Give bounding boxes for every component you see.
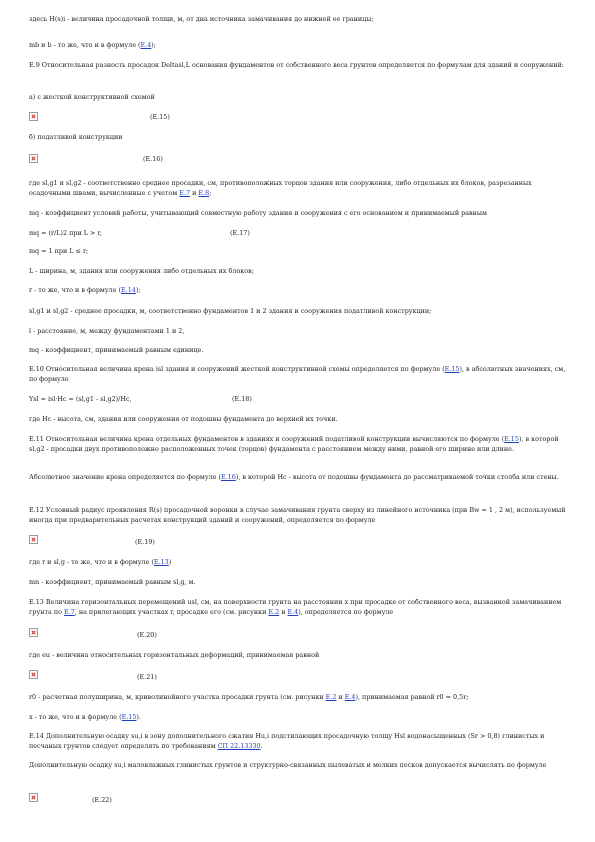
ref-link[interactable]: Е.15 xyxy=(504,435,519,443)
paragraph: l - расстояние, м, между фундаментами 1 и 2, xyxy=(29,327,185,335)
paragraph: Ysl = isl·Hc = (sl,g1 - sl,g2)/Hc, xyxy=(29,395,132,403)
ref-link[interactable]: Е.7 xyxy=(64,608,75,616)
paragraph: Абсолютное значение крена определяется по формуле (Е.16), в которой Hc - высота от подошвы фундамента до рассматриваемой точки столба или стены. xyxy=(29,473,559,481)
paragraph: Е.14 Дополнительную осадку su,i в зону дополнительного сжатия Hu,i подстилающих просадочную толщу Hsl водонасыщенных (Sr > 0,8) глинистых и песчаных грунтов следует определять по требованиям СП 22.13330. xyxy=(29,732,545,750)
paragraph: r0 - расчетная полуширина, м, криволинейного участка просадки грунта (см. рисунки Е.2 и Е.4), принимаемая равной r0 = 0,5r; xyxy=(29,693,469,701)
equation-number: (Е.17) xyxy=(230,229,250,237)
ref-link[interactable]: Е.14 xyxy=(121,286,136,294)
ref-link[interactable]: Е.2 xyxy=(268,608,280,616)
equation-number: (Е.15) xyxy=(150,113,170,121)
ref-link[interactable]: Е.2 xyxy=(325,693,337,701)
ref-link[interactable]: Е.13 xyxy=(153,558,169,566)
broken-image-icon xyxy=(29,112,38,121)
equation-number: (Е.16) xyxy=(143,155,163,163)
ref-link[interactable]: Е.4 xyxy=(287,608,299,616)
paragraph: mn - коэффициент, принимаемый равным sl,g, м. xyxy=(29,578,196,586)
paragraph: Е.9 Относительная разность просадок Deltasl,L основания фундаментов от собственного веса грунтов определяется по формулам для зданий и сооружений: xyxy=(29,61,564,69)
paragraph: б) податливой конструкции xyxy=(29,133,123,141)
paragraph: r - то же, что и в формуле (Е.14); xyxy=(29,286,141,294)
equation-number: (Е.20) xyxy=(137,631,157,639)
ref-link[interactable]: Е.16 xyxy=(220,473,236,481)
paragraph: где r и sl,g - то же, что и в формуле (Е.13) xyxy=(29,558,172,566)
paragraph: Дополнительную осадку su,i маловлажных глинистых грунтов и структурно-связанных пылеватых и мелких песков допускается вычислять по формуле xyxy=(29,761,547,769)
equation-number: (Е.22) xyxy=(92,796,112,804)
paragraph: mq - коэффициент, принимаемый равным единице. xyxy=(29,346,204,354)
ref-link[interactable]: Е.7 xyxy=(179,189,191,197)
broken-image-icon xyxy=(29,154,38,163)
broken-image-icon xyxy=(29,535,38,544)
paragraph: mq - коэффициент условий работы, учитывающий совместную работу здания и сооружения с его основанием и принимаемый равным xyxy=(29,209,487,217)
paragraph: Е.12 Условный радиус проявления R(s) просадочной воронки в случае замачивания грунта сверху из линейного источника (при Bw = 1 , 2 м), используемый иногда при предварительных расчетах конструкций зданий и сооружений, определяется по формуле xyxy=(29,506,566,524)
ref-link[interactable]: СП 22.13330 xyxy=(217,742,261,750)
paragraph: Е.13 Величина горизонтальных перемещений usl, см, на поверхности грунта на расстоянии x при просадке от собственного веса, вызванной замачиванием грунта по Е.7, на прилегающих участках r, просадке его (см. рисунки Е.2 и Е.4), определяется по формуле xyxy=(29,598,562,616)
paragraph: Е.10 Относительная величина крена isl здания и сооружений жесткой конструктивной схемы определяется по формуле (Е.15), в абсолютных значениях, см, по формуле xyxy=(29,365,566,383)
paragraph: x - то же, что и в формуле (Е.15). xyxy=(29,713,141,721)
broken-image-icon xyxy=(29,628,38,637)
paragraph: где eu - величина относительных горизонтальных деформаций, принимаемая равной xyxy=(29,651,320,659)
paragraph: где Hc - высота, см, здания или сооружения от подошвы фундамента до верхней их точки. xyxy=(29,415,338,423)
ref-link[interactable]: Е.4 xyxy=(140,41,152,49)
paragraph: mq = 1 при L ≤ r; xyxy=(29,247,89,255)
paragraph: а) с жесткой конструктивной схемой xyxy=(29,93,155,101)
paragraph: Е.11 Относительная величина крена отдельных фундаментов в зданиях и сооружений податливой конструкции вычисляются по формуле (Е.15), в которой sl,g2 - просадки двух противоположно расположенных точек (торцов) фундамента с расстоянием между ними, равной его ширине или длине. xyxy=(29,435,559,453)
equation-number: (Е.19) xyxy=(135,538,155,546)
paragraph: sl,g1 и sl,g2 - среднее просадки, м, соответственно фундаментов 1 и 2 здания и сооружения податливой конструкции; xyxy=(29,307,432,315)
ref-link[interactable]: Е.8 xyxy=(198,189,210,197)
paragraph: где sl,g1 и sl,g2 - соответственно среднее просадки, см, противоположных торцов здания или сооружения, либо отдельных их блоков, разрезанных осадочными швами, вычисленные с учетом Е.7 и Е.8; xyxy=(29,179,532,197)
ref-link[interactable]: Е.15 xyxy=(121,713,137,721)
paragraph: mq = (r/L)2 при L > r, xyxy=(29,229,102,237)
paragraph: здесь H(s)i - величина просадочной толщи, м, от дна источника замачивания до нижней ее границы; xyxy=(29,15,374,23)
broken-image-icon xyxy=(29,793,38,802)
broken-image-icon xyxy=(29,670,38,679)
equation-number: (Е.21) xyxy=(137,673,157,681)
paragraph: L - ширина, м, здания или сооружения либо отдельных их блоков; xyxy=(29,267,254,275)
paragraph: mb и b - то же, что и в формуле (Е.4); xyxy=(29,41,156,49)
equation-number: (Е.18) xyxy=(232,395,252,403)
ref-link[interactable]: Е.4 xyxy=(344,693,356,701)
ref-link[interactable]: Е.15 xyxy=(444,365,460,373)
